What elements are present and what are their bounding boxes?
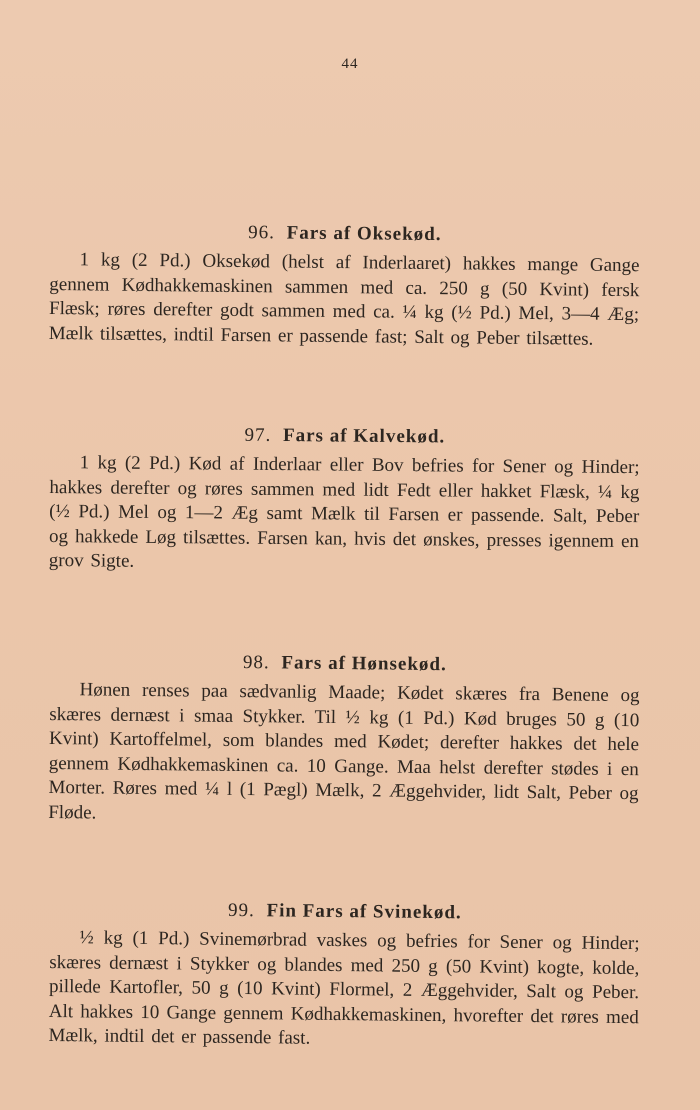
recipe-title (50, 423, 640, 450)
recipe-96 (49, 220, 640, 352)
recipe-text: 1 kg (2 Pd.) Kød af Inderlaar eller Bov befries for Sener og Hinder; hakkes derefter og røres sammen med lidt Fedt eller hakket Flæsk, ¼ kg (½ Pd.) Mel og 1—2 Æg samt Mælk til Farsen er passende. Salt, Peber og hakkede Løg tilsættes. Farsen kan, hvis det ønskes, presses igennem en grov Sigte. (48, 452, 640, 572)
recipe-title (50, 650, 640, 678)
recipe-number: 98. (242, 652, 270, 674)
recipe-97 (49, 423, 640, 579)
recipe-99 (48, 898, 640, 1055)
recipe-text: ½ kg (1 Pd.) Svinemørbrad vaskes og befries for Sener og Hinder; skæres dernæst i Stykker og blandes med 250 g (50 Kvint) kogte, kolde, pillede Kartofler, 50 g (10 Kvint) Flormel, 2 Æggehvider, Salt og Peber. Alt hakkes 10 Gange gennem Kødhakkemaskinen, hvorefter det røres med Mælk, indtil det er passende fast. (48, 927, 640, 1049)
recipe-text: Hønen renses paa sædvanlig Maade; Kødet skæres fra Benene og skæres dernæst i smaa Stykker. Til ½ kg (1 Pd.) Kød bruges 50 g (10 Kvint) Kartoffelmel, som blandes med Kødet; derefter hakkes det hele gennem Kødhakkemaskinen ca. 10 Gange. Maa helst derefter stødes i en Morter. Røres med ¼ l (1 Pægl) Mælk, 2 Æggehvider, lidt Salt, Peber og Fløde. (48, 679, 640, 823)
recipe-title (50, 220, 640, 248)
recipe-98 (48, 650, 640, 831)
recipe-number: 96. (248, 222, 276, 244)
recipe-name: Fars af Oksekød. (286, 222, 442, 246)
recipe-name: Fin Fars af Svinekød. (266, 900, 462, 924)
recipe-name: Fars af Hønsekød. (281, 652, 447, 676)
recipe-title (50, 898, 640, 926)
recipe-name: Fars af Kalvekød. (282, 425, 446, 448)
recipe-number: 97. (244, 424, 272, 446)
recipe-text: 1 kg (2 Pd.) Oksekød (helst af Inderlaaret) hakkes mange Gange gennem Kødhakkemaskinen sammen med ca. 250 g (50 Kvint) fersk Flæsk; røres derefter godt sammen med ca. ¼ kg (½ Pd.) Mel, 3—4 Æg; Mælk tilsættes, indtil Farsen er passende fast; Salt og Peber tilsættes. (48, 249, 640, 350)
recipe-number: 99. (227, 899, 255, 922)
page-number: 44 (341, 56, 359, 72)
